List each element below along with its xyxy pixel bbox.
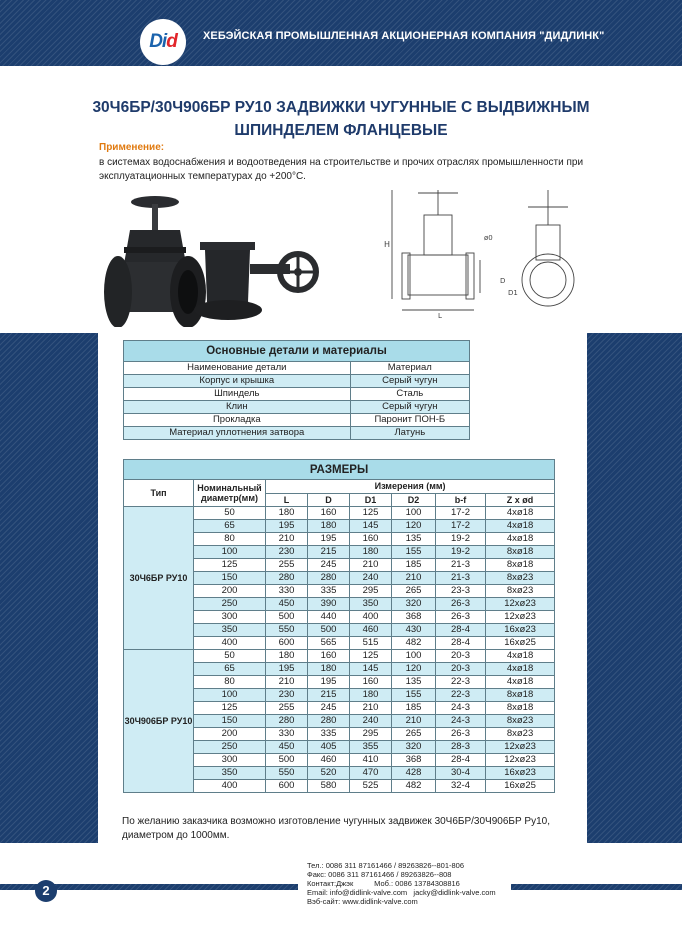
sizes-header-dn: Номинальный диаметр(мм) [194, 480, 266, 507]
size-d: 245 [308, 559, 350, 572]
materials-material: Латунь [350, 427, 469, 440]
size-l: 600 [266, 780, 308, 793]
size-bf: 28-4 [436, 754, 486, 767]
size-d2: 210 [392, 715, 436, 728]
size-l: 600 [266, 637, 308, 650]
size-dn: 400 [194, 780, 266, 793]
size-bf: 17-2 [436, 507, 486, 520]
size-dn: 150 [194, 715, 266, 728]
size-zd: 4xø18 [486, 520, 555, 533]
contact-person: Контакт:Джэк Моб.: 0086 13784308816 [307, 879, 460, 888]
size-dn: 125 [194, 702, 266, 715]
size-d1: 460 [350, 624, 392, 637]
materials-material: Паронит ПОН-Б [350, 414, 469, 427]
materials-material: Сталь [350, 388, 469, 401]
size-row [124, 507, 555, 520]
size-d1: 180 [350, 546, 392, 559]
size-dn: 350 [194, 767, 266, 780]
drawing-label-l: L [438, 312, 442, 320]
size-bf: 23-3 [436, 585, 486, 598]
size-dn: 400 [194, 637, 266, 650]
size-dn: 350 [194, 624, 266, 637]
size-l: 255 [266, 559, 308, 572]
sizes-header-type: Тип [124, 480, 194, 507]
size-d1: 470 [350, 767, 392, 780]
size-d1: 400 [350, 611, 392, 624]
size-d: 565 [308, 637, 350, 650]
size-bf: 26-3 [436, 598, 486, 611]
size-zd: 8xø18 [486, 689, 555, 702]
size-d1: 145 [350, 663, 392, 676]
size-d1: 180 [350, 689, 392, 702]
size-d2: 482 [392, 637, 436, 650]
size-bf: 21-3 [436, 572, 486, 585]
size-d1: 240 [350, 572, 392, 585]
size-d1: 160 [350, 533, 392, 546]
size-zd: 8xø18 [486, 546, 555, 559]
size-row [124, 650, 555, 663]
drawing-label-h: H [384, 240, 391, 249]
size-d2: 155 [392, 546, 436, 559]
size-bf: 21-3 [436, 559, 486, 572]
size-d1: 210 [350, 702, 392, 715]
size-l: 450 [266, 741, 308, 754]
valve-type-cell: 30Ч6БР РУ10 [124, 507, 194, 650]
size-dn: 50 [194, 507, 266, 520]
size-dn: 200 [194, 585, 266, 598]
size-dn: 50 [194, 650, 266, 663]
sizes-col-l: L [266, 493, 308, 507]
size-zd: 8xø23 [486, 585, 555, 598]
size-dn: 250 [194, 741, 266, 754]
contact-info [307, 861, 496, 906]
sizes-body [124, 507, 555, 793]
logo-text: Did [149, 31, 177, 52]
sizes-col-d1: D1 [350, 493, 392, 507]
size-d2: 482 [392, 780, 436, 793]
size-d2: 120 [392, 520, 436, 533]
size-bf: 24-3 [436, 702, 486, 715]
size-l: 500 [266, 611, 308, 624]
size-d: 245 [308, 702, 350, 715]
size-bf: 20-3 [436, 663, 486, 676]
size-d2: 210 [392, 572, 436, 585]
size-d1: 160 [350, 676, 392, 689]
size-l: 550 [266, 624, 308, 637]
materials-part: Прокладка [124, 414, 351, 427]
size-zd: 12xø23 [486, 754, 555, 767]
size-l: 195 [266, 663, 308, 676]
size-dn: 250 [194, 598, 266, 611]
valve-type-cell: 30Ч906БР РУ10 [124, 650, 194, 793]
size-bf: 24-3 [436, 715, 486, 728]
size-d1: 125 [350, 507, 392, 520]
size-d: 520 [308, 767, 350, 780]
size-dn: 125 [194, 559, 266, 572]
size-bf: 28-4 [436, 637, 486, 650]
size-d1: 515 [350, 637, 392, 650]
size-l: 330 [266, 728, 308, 741]
size-zd: 8xø18 [486, 702, 555, 715]
sizes-title: РАЗМЕРЫ [124, 460, 555, 480]
size-l: 500 [266, 754, 308, 767]
valve-1-image [104, 196, 206, 327]
size-bf: 22-3 [436, 689, 486, 702]
size-l: 210 [266, 676, 308, 689]
size-d1: 355 [350, 741, 392, 754]
size-zd: 4xø18 [486, 533, 555, 546]
size-dn: 65 [194, 520, 266, 533]
size-d1: 240 [350, 715, 392, 728]
size-zd: 4xø18 [486, 650, 555, 663]
page-title [0, 96, 682, 142]
size-zd: 16xø23 [486, 624, 555, 637]
size-dn: 80 [194, 676, 266, 689]
size-d: 580 [308, 780, 350, 793]
size-d: 390 [308, 598, 350, 611]
size-d1: 145 [350, 520, 392, 533]
size-bf: 20-3 [436, 650, 486, 663]
size-zd: 12xø23 [486, 611, 555, 624]
size-bf: 19-2 [436, 546, 486, 559]
size-dn: 150 [194, 572, 266, 585]
size-dn: 300 [194, 754, 266, 767]
materials-part: Клин [124, 401, 351, 414]
size-dn: 300 [194, 611, 266, 624]
size-l: 255 [266, 702, 308, 715]
size-d: 460 [308, 754, 350, 767]
size-l: 280 [266, 572, 308, 585]
size-d: 215 [308, 689, 350, 702]
sizes-header-dims: Измерения (мм) [266, 480, 555, 494]
note-line-2: диаметром до 1000мм. [122, 830, 230, 841]
size-d1: 295 [350, 585, 392, 598]
size-d: 280 [308, 715, 350, 728]
materials-material: Серый чугун [350, 375, 469, 388]
size-d: 160 [308, 650, 350, 663]
size-d: 335 [308, 585, 350, 598]
sizes-table [123, 459, 555, 793]
title-line-2: ШПИНДЕЛЕМ ФЛАНЦЕВЫЕ [234, 122, 448, 139]
size-dn: 100 [194, 689, 266, 702]
size-l: 210 [266, 533, 308, 546]
size-d2: 155 [392, 689, 436, 702]
size-zd: 8xø23 [486, 715, 555, 728]
size-d: 180 [308, 663, 350, 676]
size-zd: 16xø23 [486, 767, 555, 780]
size-l: 450 [266, 598, 308, 611]
size-d2: 368 [392, 754, 436, 767]
size-d: 195 [308, 676, 350, 689]
decor-stripe-right [587, 333, 682, 843]
valve-photo [100, 192, 320, 327]
size-d2: 100 [392, 650, 436, 663]
header-banner [0, 0, 682, 66]
size-bf: 17-2 [436, 520, 486, 533]
size-l: 230 [266, 546, 308, 559]
company-logo [140, 19, 186, 65]
materials-part: Материал уплотнения затвора [124, 427, 351, 440]
decor-stripe-left [0, 333, 98, 843]
size-zd: 16xø25 [486, 780, 555, 793]
drawing-label-do: ø0 [484, 234, 493, 242]
size-d2: 428 [392, 767, 436, 780]
size-d2: 185 [392, 559, 436, 572]
size-d2: 135 [392, 533, 436, 546]
application-label: Применение: [99, 142, 165, 153]
size-l: 195 [266, 520, 308, 533]
size-d: 440 [308, 611, 350, 624]
size-d1: 410 [350, 754, 392, 767]
note-line-1: По желанию заказчика возможно изготовление чугунных задвижек 30Ч6БР/30Ч906БР Ру10, [122, 816, 550, 827]
application-text: в системах водоснабжения и водоотведения на строительстве и прочих отраслях промышленности при эксплуатационных температурах до +200°С. [99, 157, 584, 182]
size-bf: 32-4 [436, 780, 486, 793]
size-bf: 22-3 [436, 676, 486, 689]
size-zd: 16xø25 [486, 637, 555, 650]
sizes-col-bf: b-f [436, 493, 486, 507]
size-d2: 430 [392, 624, 436, 637]
size-d1: 210 [350, 559, 392, 572]
size-bf: 30-4 [436, 767, 486, 780]
size-l: 180 [266, 507, 308, 520]
size-d: 180 [308, 520, 350, 533]
materials-part: Шпиндель [124, 388, 351, 401]
size-l: 280 [266, 715, 308, 728]
size-bf: 26-3 [436, 728, 486, 741]
company-name: ХЕБЭЙСКАЯ ПРОМЫШЛЕННАЯ АКЦИОНЕРНАЯ КОМПАНИЯ "ДИДЛИНК" [203, 30, 605, 42]
size-zd: 4xø18 [486, 663, 555, 676]
page-number: 2 [35, 880, 57, 902]
size-d2: 185 [392, 702, 436, 715]
size-bf: 28-4 [436, 624, 486, 637]
materials-part: Корпус и крышка [124, 375, 351, 388]
valve-2-image [194, 242, 316, 320]
size-d: 195 [308, 533, 350, 546]
materials-header-part: Наименование детали [124, 362, 351, 375]
size-d: 335 [308, 728, 350, 741]
size-dn: 65 [194, 663, 266, 676]
size-zd: 8xø18 [486, 559, 555, 572]
size-l: 550 [266, 767, 308, 780]
size-d: 160 [308, 507, 350, 520]
size-d2: 135 [392, 676, 436, 689]
materials-header-material: Материал [350, 362, 469, 375]
size-zd: 12xø23 [486, 741, 555, 754]
materials-material: Серый чугун [350, 401, 469, 414]
contact-website: Вэб-сайт: www.didlink-valve.com [307, 897, 418, 906]
contact-fax: Факс: 0086 311 87161466 / 89263826--808 [307, 870, 452, 879]
size-dn: 100 [194, 546, 266, 559]
size-d: 215 [308, 546, 350, 559]
size-zd: 8xø23 [486, 728, 555, 741]
drawing-label-d1: D1 [508, 289, 518, 297]
size-zd: 4xø18 [486, 676, 555, 689]
footer-stripe-right [511, 884, 682, 890]
size-bf: 26-3 [436, 611, 486, 624]
technical-drawing [380, 185, 590, 320]
size-zd: 4xø18 [486, 507, 555, 520]
drawing-label-d: D [500, 277, 506, 285]
contact-phone: Тел.: 0086 311 87161466 / 89263826--801-806 [307, 861, 465, 870]
size-d2: 320 [392, 598, 436, 611]
custom-order-note [122, 815, 582, 843]
size-d: 280 [308, 572, 350, 585]
size-l: 230 [266, 689, 308, 702]
size-dn: 80 [194, 533, 266, 546]
size-l: 330 [266, 585, 308, 598]
size-d2: 100 [392, 507, 436, 520]
size-d2: 368 [392, 611, 436, 624]
size-d2: 320 [392, 741, 436, 754]
size-d1: 295 [350, 728, 392, 741]
size-d1: 525 [350, 780, 392, 793]
size-d1: 350 [350, 598, 392, 611]
size-dn: 200 [194, 728, 266, 741]
title-line-1: 30Ч6БР/30Ч906БР РУ10 ЗАДВИЖКИ ЧУГУННЫЕ С ВЫДВИЖНЫМ [92, 99, 590, 116]
size-d1: 125 [350, 650, 392, 663]
size-d: 500 [308, 624, 350, 637]
size-bf: 19-2 [436, 533, 486, 546]
size-d2: 265 [392, 585, 436, 598]
size-zd: 8xø23 [486, 572, 555, 585]
size-bf: 28-3 [436, 741, 486, 754]
materials-title: Основные детали и материалы [124, 341, 470, 362]
contact-email: Email: info@didlink-valve.com jacky@didlink-valve.com [307, 888, 496, 897]
sizes-col-d2: D2 [392, 493, 436, 507]
materials-table [123, 340, 470, 440]
size-zd: 12xø23 [486, 598, 555, 611]
size-d2: 120 [392, 663, 436, 676]
sizes-col-d: D [308, 493, 350, 507]
size-l: 180 [266, 650, 308, 663]
sizes-col-zd: Z x ød [486, 493, 555, 507]
size-d2: 265 [392, 728, 436, 741]
size-d: 405 [308, 741, 350, 754]
